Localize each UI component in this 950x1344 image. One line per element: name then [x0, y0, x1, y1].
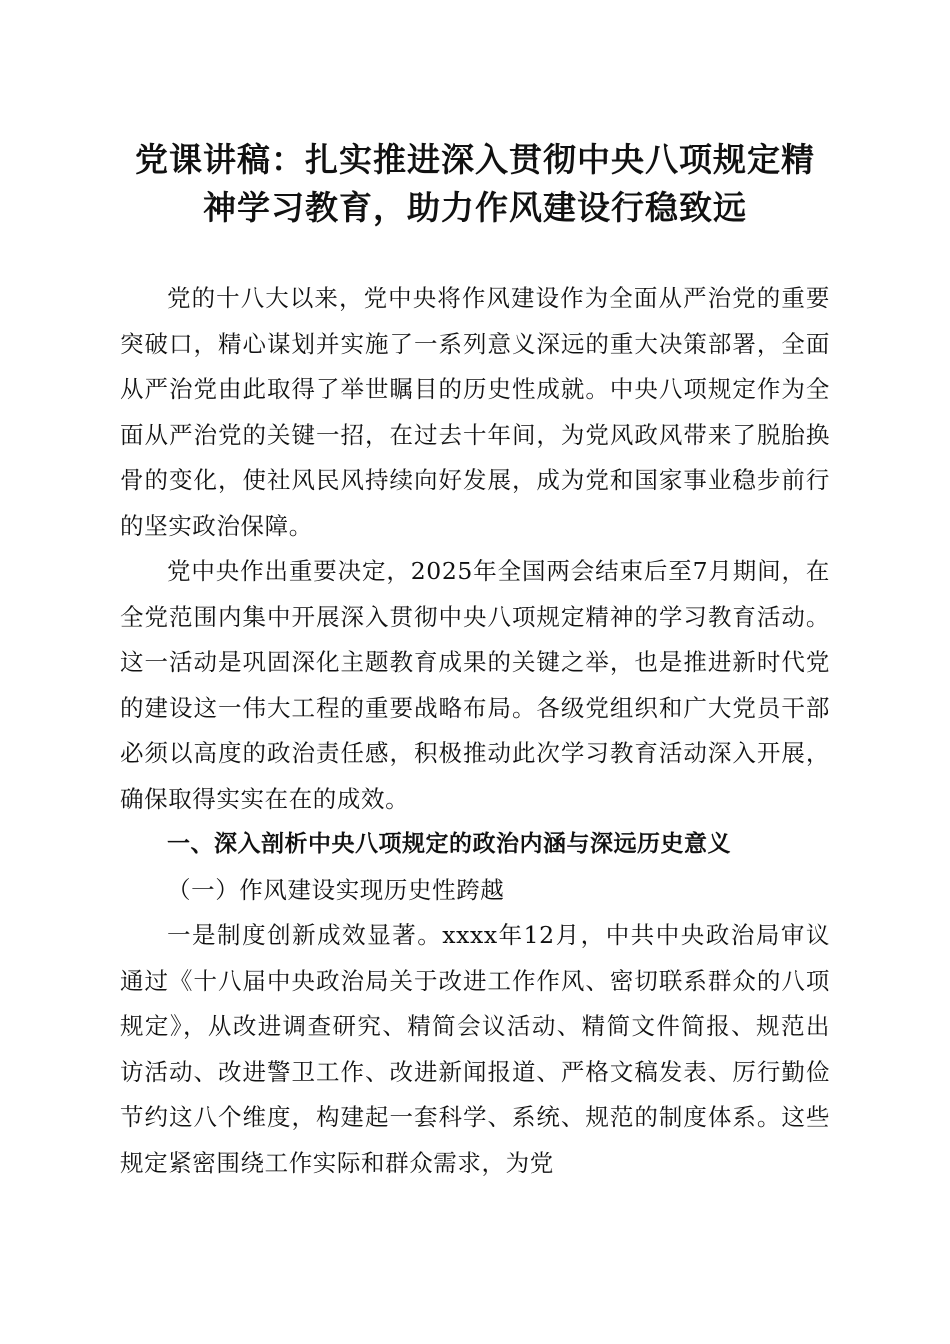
paragraph-institutional-innovation: 一是制度创新成效显著。xxxx年12月，中共中央政治局审议通过《十八届中央政治局关于改进工作作风、密切联系群众的八项规定》，从改进调查研究、精简会议活动、精简文件简报、规范出访活动、改进警卫工作、改进新闻报道、严格文稿发表、厉行勤俭节约这八个维度，构建起一套科学、系统、规范的制度体系。这些规定紧密围绕工作实际和群众需求，为党 [120, 921, 830, 1177]
section-heading-1: 一、深入剖析中央八项规定的政治内涵与深远历史意义 [167, 831, 731, 857]
title-line-2: 神学习教育，助力作风建设行稳致远 [203, 188, 747, 227]
paragraph-decision: 党中央作出重要决定，2025年全国两会结束后至7月期间，在全党范围内集中开展深入贯彻中央八项规定精神的学习教育活动。这一活动是巩固深化主题教育成果的关键之举，也是推进新时代党的建设这一伟大工程的重要战略布局。各级党组织和广大党员干部必须以高度的政治责任感，积极推动此次学习教育活动深入开展，确保取得实实在在的成效。 [120, 557, 830, 813]
title-line-1: 党课讲稿：扎实推进深入贯彻中央八项规定精 [135, 140, 815, 179]
paragraph-intro: 党的十八大以来，党中央将作风建设作为全面从严治党的重要突破口，精心谋划并实施了一系列意义深远的重大决策部署，全面从严治党由此取得了举世瞩目的历史性成就。中央八项规定作为全面从严治党的关键一招，在过去十年间，为党风政风带来了脱胎换骨的变化，使社风民风持续向好发展，成为党和国家事业稳步前行的坚实政治保障。 [120, 284, 830, 540]
subsection-heading-1: （一）作风建设实现历史性跨越 [167, 875, 505, 904]
document-body [120, 276, 830, 1186]
document-title [100, 136, 850, 232]
